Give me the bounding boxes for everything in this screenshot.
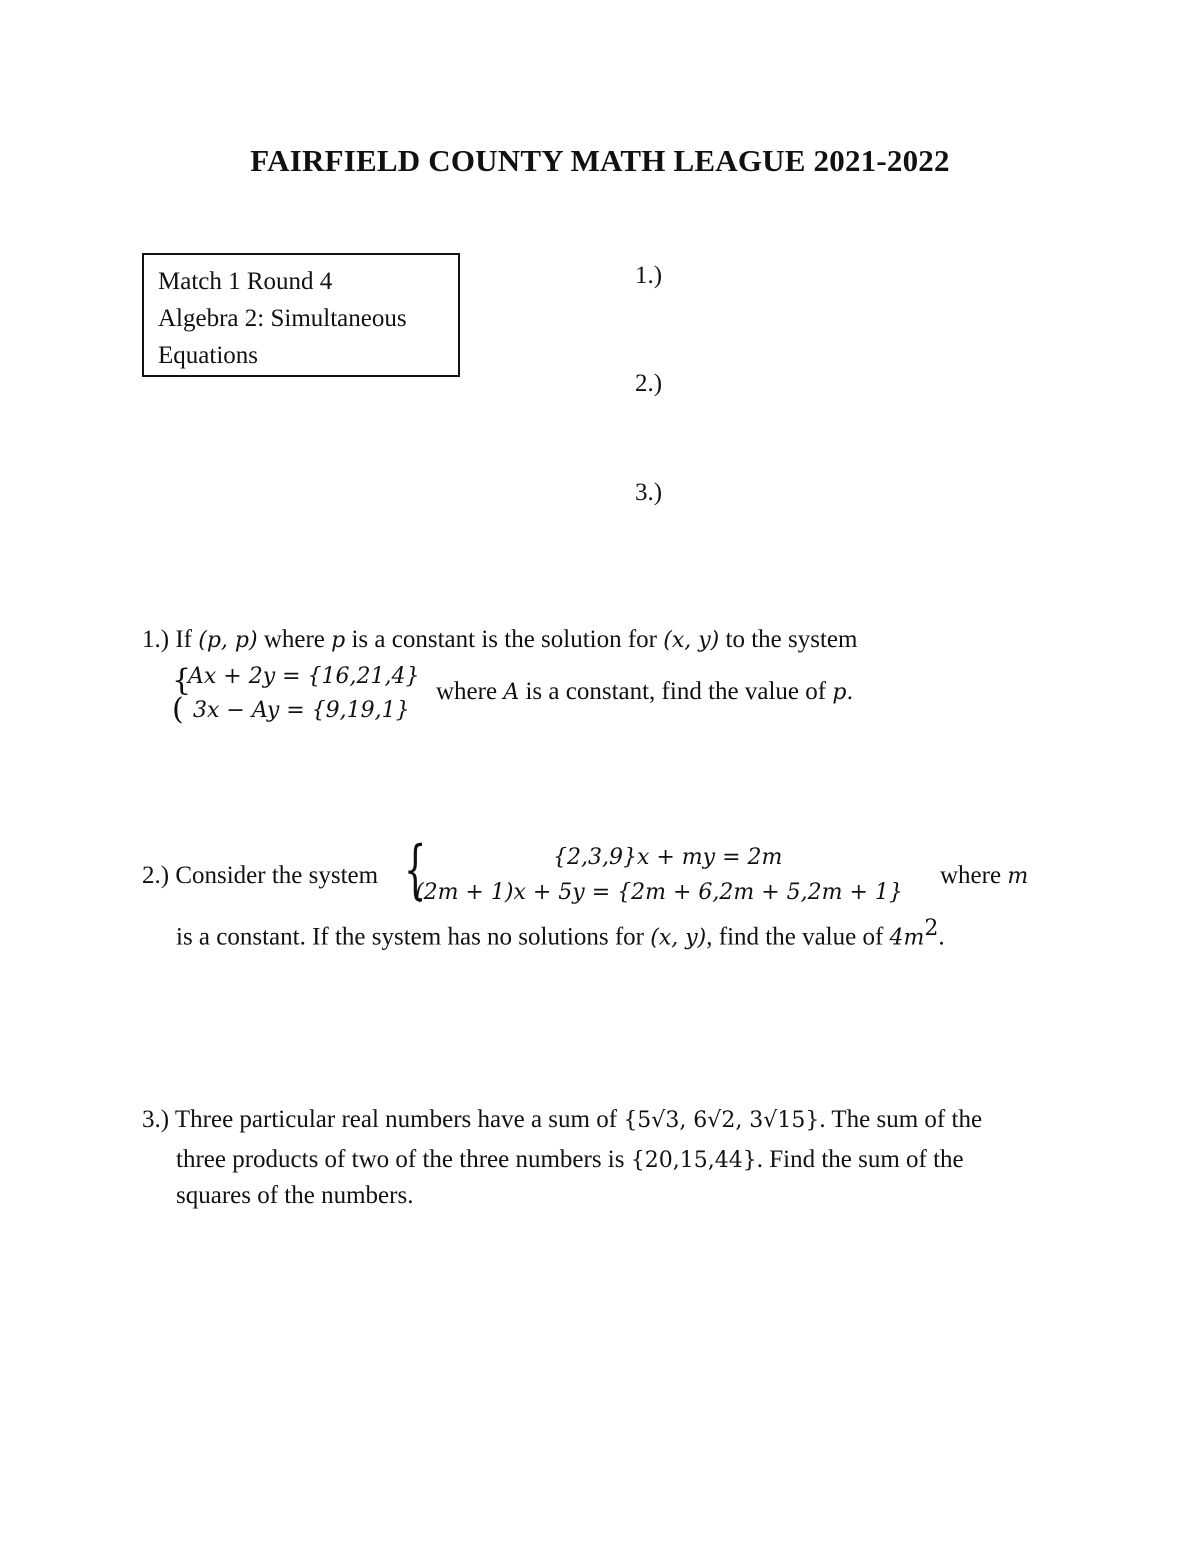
problem-number: 3.) — [142, 1106, 170, 1133]
problem-number: 1.) — [142, 626, 170, 653]
system-brace-1: { — [172, 663, 192, 698]
topic-label-line1: Algebra 2: Simultaneous — [158, 305, 407, 332]
problem-1-equation-1: Ax + 2y = {16,21,4} — [188, 664, 420, 689]
answer-blank-2: 2.) — [635, 370, 663, 397]
problem-1-tail: where A is a constant, find the value of p. — [436, 678, 854, 705]
system-brace-2: { — [404, 833, 427, 907]
problem-3-line2: three products of two of the three numbers is {20,15,44}. Find the sum of the — [176, 1146, 964, 1173]
problem-2-intro: 2.) Consider the system — [142, 862, 379, 889]
problem-3-line3: squares of the numbers. — [176, 1182, 414, 1209]
answer-blank-3: 3.) — [635, 479, 663, 506]
problem-2-equation-2: (2m + 1)x + 5y = {2m + 6,2m + 5,2m + 1} — [415, 880, 903, 905]
problem-1-equation-2: 3x − Ay = {9,19,1} — [193, 698, 410, 723]
problem-2-equation-1: {2,3,9}x + my = 2m — [553, 845, 783, 870]
topic-label-line2: Equations — [158, 342, 258, 369]
answer-blank-1: 1.) — [635, 262, 663, 289]
problem-1-line1: 1.) If (p, p) where p is a constant is the solution for (x, y) to the system — [142, 626, 858, 653]
match-round-label: Match 1 Round 4 — [158, 268, 333, 295]
problem-3-line1: 3.) Three particular real numbers have a sum of {5√3, 6√2, 3√15}. The sum of the — [142, 1106, 983, 1133]
problem-number: 2.) — [142, 862, 170, 889]
page-title: FAIRFIELD COUNTY MATH LEAGUE 2021-2022 — [250, 143, 950, 178]
problem-2-where: where m — [940, 862, 1029, 889]
system-brace-1b: ( — [172, 692, 184, 727]
round-info-box — [142, 253, 460, 377]
problem-2-line2: is a constant. If the system has no solutions for (x, y), find the value of $4m^2$. — [176, 916, 945, 951]
